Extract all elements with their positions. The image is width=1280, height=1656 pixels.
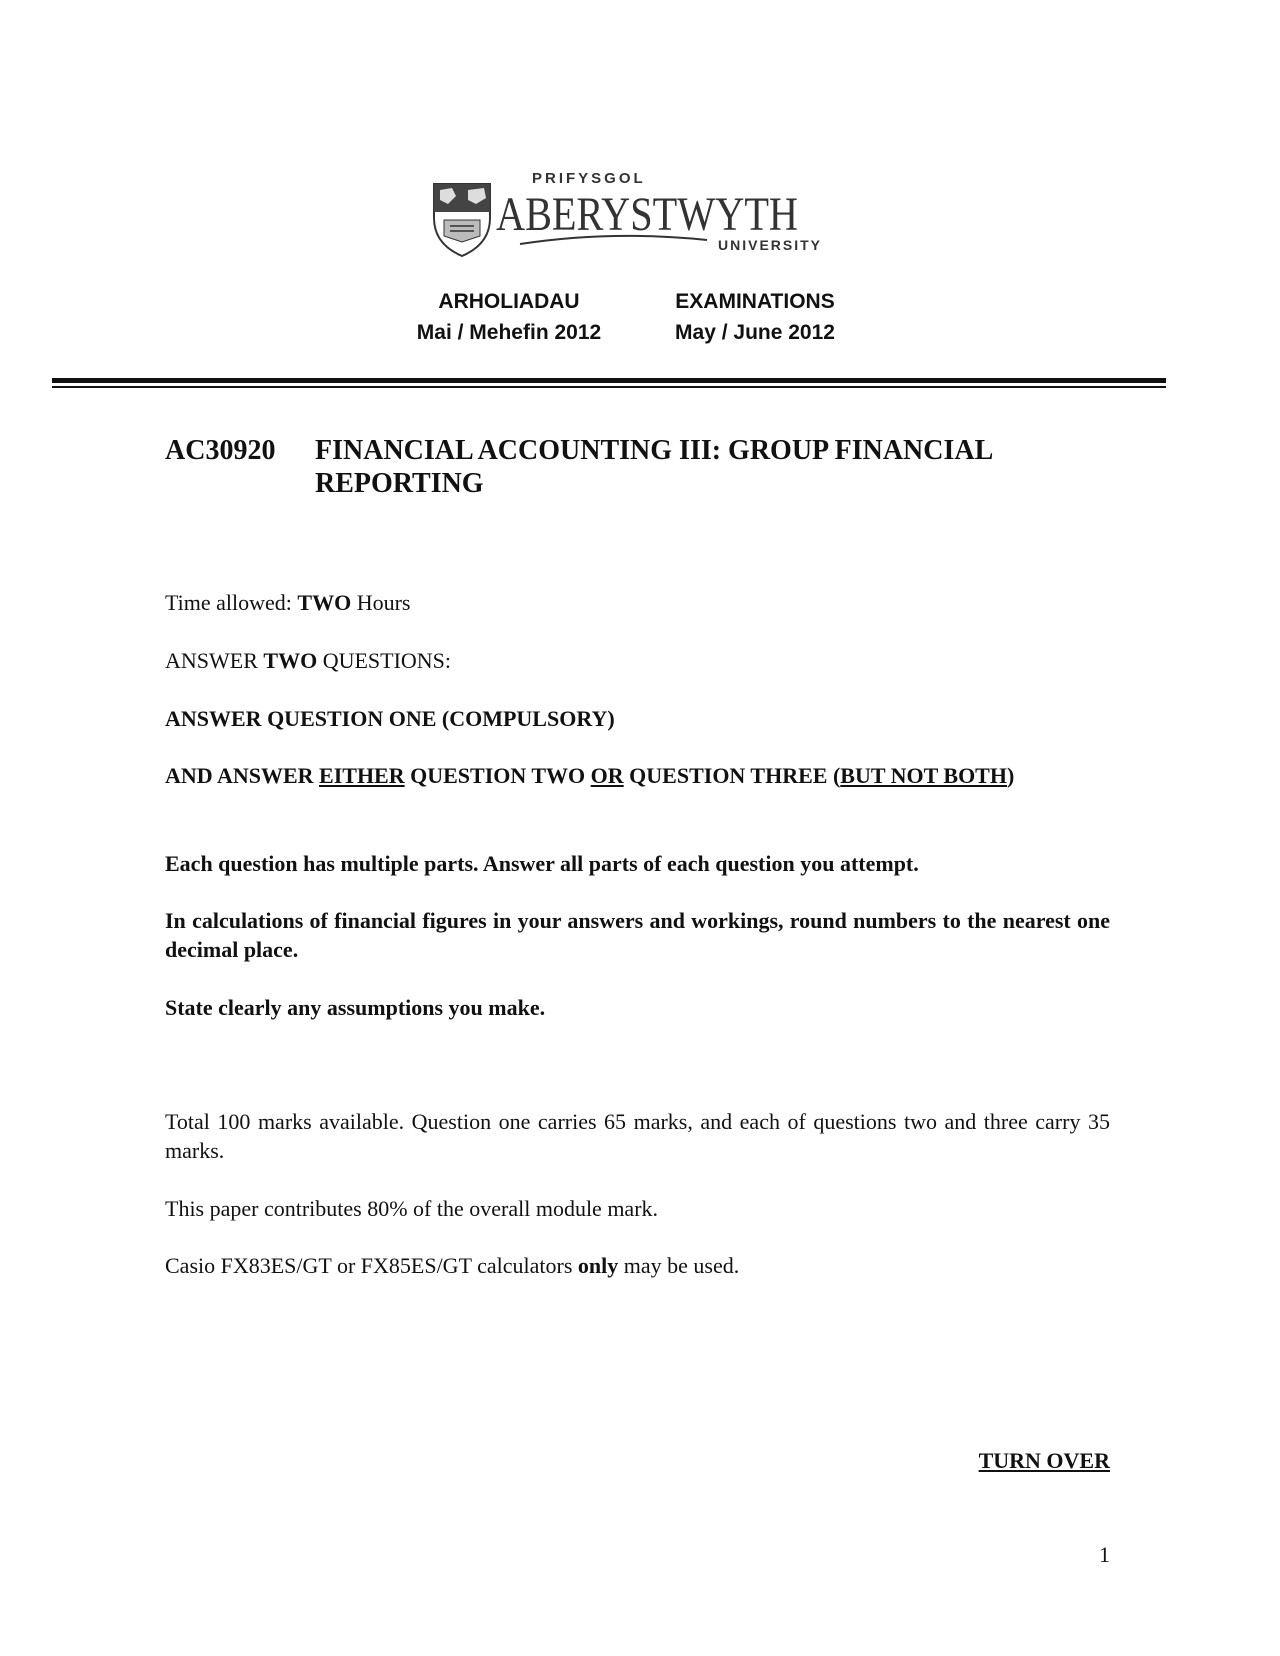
turn-over-label: TURN OVER <box>978 1448 1110 1473</box>
exam-header-english <box>635 286 875 348</box>
calculator-info <box>165 1251 1110 1280</box>
assumptions-instruction: State clearly any assumptions you make. <box>165 995 546 1020</box>
header-divider-thin <box>52 386 1166 388</box>
either-underlined: EITHER <box>319 763 405 788</box>
but-not-both-underlined: BUT NOT BOTH <box>840 763 1007 788</box>
exam-title-english: EXAMINATIONS <box>675 290 835 313</box>
header-divider-thick <box>52 378 1166 383</box>
page-number: 1 <box>1099 1542 1110 1567</box>
exam-header-welsh <box>389 286 629 348</box>
either-text-d: ) <box>1006 763 1015 788</box>
calculator-bold: only <box>577 1253 619 1278</box>
calculator-prefix: Casio FX83ES/GT or FX85ES/GT calculators <box>165 1253 578 1278</box>
contribution-info: This paper contributes 80% of the overall module mark. <box>165 1196 659 1221</box>
answer-bold: TWO <box>263 648 318 673</box>
time-prefix: Time allowed: <box>165 590 298 615</box>
logo-main-text: ABERYSTWYTH <box>496 188 798 241</box>
answer-suffix: QUESTIONS: <box>317 648 452 673</box>
time-suffix: Hours <box>351 590 411 615</box>
parts-instruction: Each question has multiple parts. Answer all parts of each question you attempt. <box>165 851 919 876</box>
time-allowed <box>165 588 1110 617</box>
exam-date-english: May / June 2012 <box>675 321 835 344</box>
exam-title-welsh: ARHOLIADAU <box>438 290 580 313</box>
rounding-instruction: In calculations of financial figures in your answers and workings, round numbers to the nearest one decimal place. <box>165 908 1110 962</box>
either-text-a: AND ANSWER <box>165 763 320 788</box>
course-title: FINANCIAL ACCOUNTING III: GROUP FINANCIAL REPORTING <box>315 435 992 499</box>
either-text-c: QUESTION THREE ( <box>623 763 841 788</box>
calculator-suffix: may be used. <box>618 1253 740 1278</box>
marks-info: Total 100 marks available. Question one carries 65 marks, and each of questions two and three carry 35 marks. <box>165 1109 1110 1163</box>
crest-icon <box>434 184 490 256</box>
answer-two-questions <box>165 646 1110 675</box>
question-one-instruction: ANSWER QUESTION ONE (COMPULSORY) <box>165 706 615 731</box>
answer-prefix: ANSWER <box>165 648 264 673</box>
university-logo <box>432 170 852 260</box>
or-underlined: OR <box>590 763 624 788</box>
exam-date-welsh: Mai / Mehefin 2012 <box>416 321 602 344</box>
either-or-instruction <box>165 761 1110 790</box>
time-bold: TWO <box>297 590 352 615</box>
either-text-b: QUESTION TWO <box>404 763 591 788</box>
course-code: AC30920 <box>165 435 276 466</box>
logo-bottom-text: UNIVERSITY <box>718 237 823 253</box>
logo-top-text: PRIFYSGOL <box>532 170 646 187</box>
